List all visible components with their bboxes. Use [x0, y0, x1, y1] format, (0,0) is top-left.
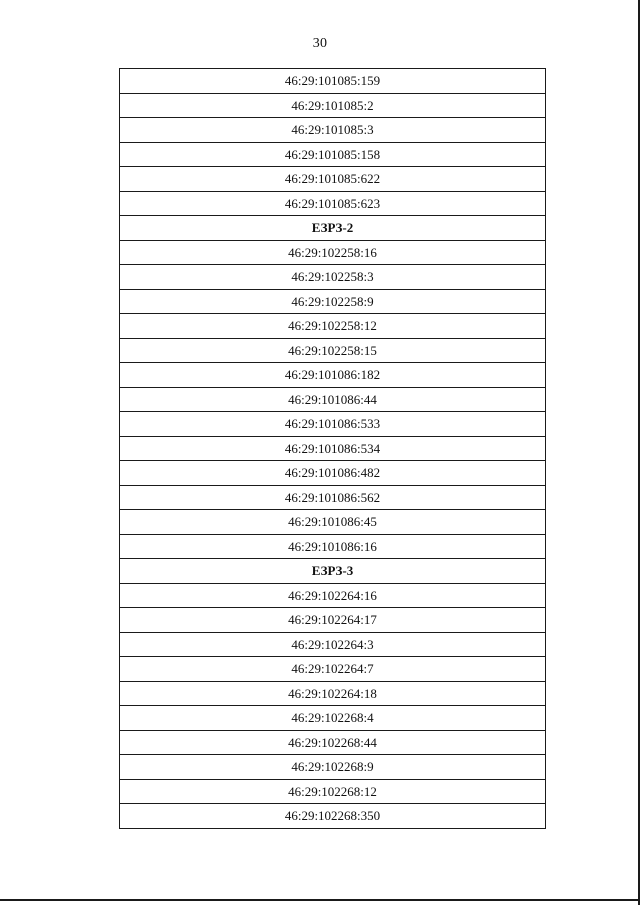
cadastral-number-cell: 46:29:102268:4: [120, 706, 546, 731]
cadastral-number-cell: 46:29:102258:12: [120, 314, 546, 339]
cadastral-number-cell: 46:29:101086:482: [120, 461, 546, 486]
table-row: [120, 583, 546, 608]
cadastral-number-cell: 46:29:102258:9: [120, 289, 546, 314]
cadastral-number-cell: 46:29:102268:44: [120, 730, 546, 755]
section-header-cell: ЕЗРЗ-2: [120, 216, 546, 241]
table-row: [120, 387, 546, 412]
cadastral-number-cell: 46:29:102258:16: [120, 240, 546, 265]
table-row: [120, 314, 546, 339]
table-row: [120, 510, 546, 535]
scan-edge-bottom: [0, 899, 640, 901]
table-row: [120, 706, 546, 731]
cadastral-number-cell: 46:29:101086:44: [120, 387, 546, 412]
cadastral-number-cell: 46:29:101086:562: [120, 485, 546, 510]
section-header-row: [120, 559, 546, 584]
table-row: [120, 730, 546, 755]
table-row: [120, 681, 546, 706]
table-row: [120, 534, 546, 559]
cadastral-number-cell: 46:29:102264:18: [120, 681, 546, 706]
table-row: [120, 657, 546, 682]
table-row: [120, 804, 546, 829]
cadastral-number-cell: 46:29:101086:182: [120, 363, 546, 388]
table-row: [120, 632, 546, 657]
table-row: [120, 485, 546, 510]
cadastral-number-cell: 46:29:102268:12: [120, 779, 546, 804]
cadastral-number-cell: 46:29:101085:3: [120, 118, 546, 143]
cadastral-numbers-table: [119, 68, 546, 829]
table-row: [120, 412, 546, 437]
cadastral-number-cell: 46:29:101085:2: [120, 93, 546, 118]
table-row: [120, 240, 546, 265]
cadastral-number-cell: 46:29:102264:16: [120, 583, 546, 608]
table-row: [120, 436, 546, 461]
table-row: [120, 191, 546, 216]
cadastral-number-cell: 46:29:102258:3: [120, 265, 546, 290]
cadastral-number-cell: 46:29:101086:45: [120, 510, 546, 535]
cadastral-number-cell: 46:29:102258:15: [120, 338, 546, 363]
cadastral-number-cell: 46:29:102264:3: [120, 632, 546, 657]
cadastral-number-cell: 46:29:101085:623: [120, 191, 546, 216]
table-row: [120, 118, 546, 143]
table-row: [120, 608, 546, 633]
table-row: [120, 69, 546, 94]
table-row: [120, 142, 546, 167]
cadastral-number-cell: 46:29:101085:159: [120, 69, 546, 94]
table-body: [120, 69, 546, 829]
table-row: [120, 461, 546, 486]
section-header-cell: ЕЗРЗ-3: [120, 559, 546, 584]
cadastral-number-cell: 46:29:101086:534: [120, 436, 546, 461]
cadastral-number-cell: 46:29:102268:9: [120, 755, 546, 780]
cadastral-number-cell: 46:29:102268:350: [120, 804, 546, 829]
table-row: [120, 779, 546, 804]
table-row: [120, 338, 546, 363]
section-header-row: [120, 216, 546, 241]
cadastral-number-cell: 46:29:101086:16: [120, 534, 546, 559]
cadastral-number-cell: 46:29:101086:533: [120, 412, 546, 437]
table-row: [120, 289, 546, 314]
table-row: [120, 265, 546, 290]
page-number: 30: [312, 36, 328, 51]
cadastral-number-cell: 46:29:101085:622: [120, 167, 546, 192]
table-row: [120, 167, 546, 192]
table-row: [120, 363, 546, 388]
table-row: [120, 755, 546, 780]
cadastral-number-cell: 46:29:102264:7: [120, 657, 546, 682]
cadastral-number-cell: 46:29:102264:17: [120, 608, 546, 633]
cadastral-number-cell: 46:29:101085:158: [120, 142, 546, 167]
table-row: [120, 93, 546, 118]
